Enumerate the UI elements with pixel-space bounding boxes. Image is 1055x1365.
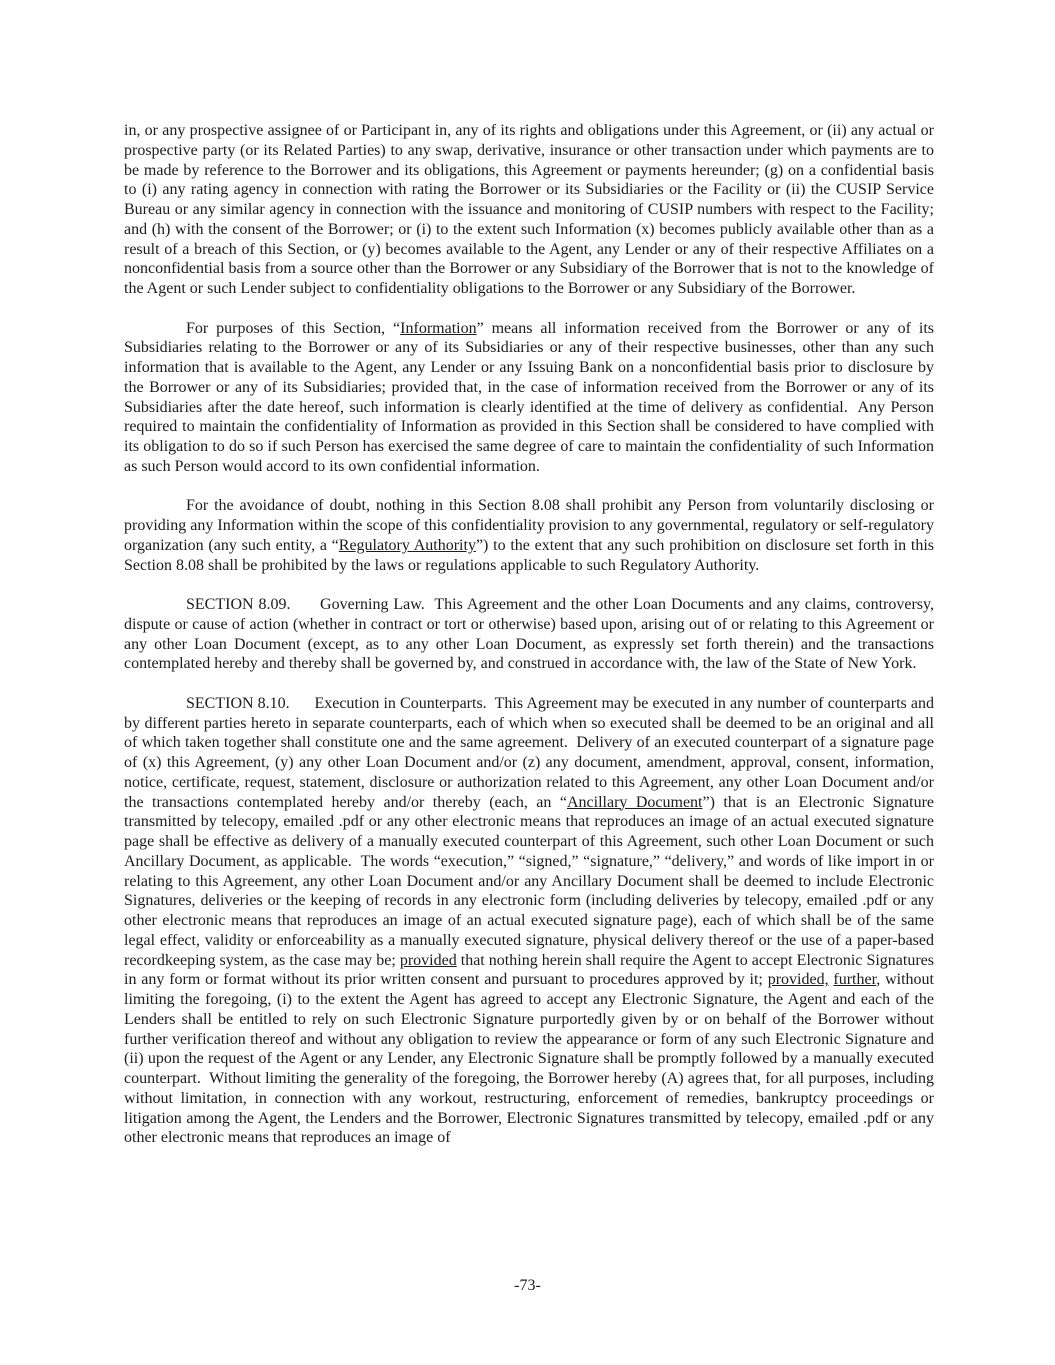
text-run: SECTION 8.10. Execution in Counterparts. This Agreement may be executed in any number of counterparts and by different parties hereto in separate counterparts, each of which when so executed shall be deemed to be an original and all of which taken together shall constitute one and the same agreement. Delivery of an executed counterpart of a signature page of (x) this Agreement, (y) any other Loan Document and/or (z) any document, amendment, approval, consent, information, notice, certificate, request, statement, disclosure or authorization related to this Agreement, any other Loan Document and/or the transactions contemplated hereby and/or thereby (each, an “ [124, 694, 934, 811]
page-footer [0, 1276, 1055, 1296]
paragraph [124, 121, 934, 299]
text-run: For the avoidance of doubt, nothing in this Section 8.08 shall prohibit any Person from voluntarily disclosing or providing any Information within the scope of this confidentiality provision to any governmental, regulatory or self-regulatory organization (any such entity, a “ [124, 497, 934, 554]
document-body [124, 121, 934, 1168]
defined-term: Regulatory Authority [338, 536, 476, 554]
paragraph [124, 694, 934, 1148]
text-run: ”) to the extent that any such prohibition on disclosure set forth in this Section 8.08 shall be prohibited by the laws or regulations applicable to such Regulatory Authority. [124, 536, 934, 574]
paragraph [124, 319, 934, 477]
text-run: in, or any prospective assignee of or Participant in, any of its rights and obligations under this Agreement, or (ii) any actual or prospective party (or its Related Parties) to any swap, derivative, insurance or other transaction under which payments are to be made by reference to the Borrower and its obligations, this Agreement or payments hereunder; (g) on a confidential basis to (i) any rating agency in connection with rating the Borrower or its Subsidiaries or the Facility or (ii) the CUSIP Service Bureau or any similar agency in connection with the issuance and monitoring of CUSIP numbers with respect to the Facility; and (h) with the consent of the Borrower; or (i) to the extent such Information (x) becomes publicly available other than as a result of a breach of this Section, or (y) becomes available to the Agent, any Lender or any of their respective Affiliates on a nonconfidential basis from a source other than the Borrower or any Subsidiary of the Borrower that is not to the knowledge of the Agent or such Lender subject to confidentiality obligations to the Borrower or any Subsidiary of the Borrower. [124, 122, 934, 297]
defined-term: Information [400, 319, 477, 337]
text-run: ”) that is an Electronic Signature transmitted by telecopy, emailed .pdf or any other electronic means that reproduces an image of an actual executed signature page shall be effective as delivery of a manually executed counterpart of this Agreement, such other Loan Document or such Ancillary Document, as applicable. The words “execution,” “signed,” “signature,” “delivery,” and words of like import in or relating to this Agreement, any other Loan Document and/or any Ancillary Document shall be deemed to include Electronic Signatures, deliveries or the keeping of records in any electronic form (including deliveries by telecopy, emailed .pdf or any other electronic means that reproduces an image of an actual executed signature page), each of which shall be of the same legal effect, validity or enforceability as a manually executed signature, physical delivery thereof or the use of a paper-based recordkeeping system, as the case may be; [124, 793, 935, 969]
defined-term: provided, [767, 971, 829, 989]
defined-term: provided [399, 951, 457, 969]
paragraph [124, 595, 934, 674]
defined-term: Ancillary Document [566, 793, 703, 811]
paragraph [124, 496, 934, 575]
text-run: , without limiting the foregoing, (i) to the extent the Agent has agreed to accept any Electronic Signature, the Agent and each of the Lenders shall be entitled to rely on such Electronic Signature purportedly given by or on behalf of the Borrower without further verification thereof and without any obligation to review the appearance or form of any such Electronic Signature and (ii) upon the request of the Agent or any Lender, any Electronic Signature shall be promptly followed by a manually executed counterpart. Without limiting the generality of the foregoing, the Borrower hereby (A) agrees that, for all purposes, including without limitation, in connection with any workout, restructuring, enforcement of remedies, bankruptcy proceedings or litigation among the Agent, the Lenders and the Borrower, Electronic Signatures transmitted by telecopy, emailed .pdf or any other electronic means that reproduces an image of [124, 971, 934, 1147]
text-run: SECTION 8.09. Governing Law. This Agreement and the other Loan Documents and any claims, controversy, dispute or cause of action (whether in contract or tort or otherwise) based upon, arising out of or relating to this Agreement or any other Loan Document (except, as to any other Loan Document, as expressly set forth therein) and the transactions contemplated hereby and thereby shall be governed by, and construed in accordance with, the law of the State of New York. [124, 596, 934, 673]
text-run: that nothing herein shall require the Agent to accept Electronic Signatures in any form or format without its prior written consent and pursuant to procedures approved by it; [124, 951, 935, 989]
text-run: ” means all information received from the Borrower or any of its Subsidiaries relating to the Borrower or any of its Subsidiaries or any of their respective businesses, other than any such information that is available to the Agent, any Lender or any Issuing Bank on a nonconfidential basis prior to disclosure by the Borrower or any of its Subsidiaries; provided that, in the case of information received from the Borrower or any of its Subsidiaries after the date hereof, such information is clearly identified at the time of delivery as confidential. Any Person required to maintain the confidentiality of Information as provided in this Section shall be considered to have complied with its obligation to do so if such Person has exercised the same degree of care to maintain the confidentiality of such Information as such Person would accord to its own confidential information. [124, 319, 934, 475]
text-run: For purposes of this Section, “ [186, 319, 401, 337]
page-number: -73- [514, 1277, 541, 1294]
defined-term: further [833, 971, 877, 989]
